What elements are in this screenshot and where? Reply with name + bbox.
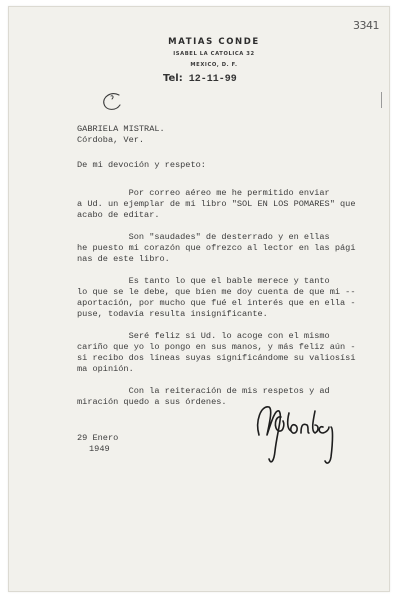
handwritten-signature <box>245 391 365 471</box>
paragraph-line: puse, todavía resulta insignificante. <box>77 309 268 319</box>
paragraph-line: Son "saudades" de desterrado y en ellas <box>77 232 330 242</box>
salutation: De mi devoción y respeto: <box>77 160 206 170</box>
paragraph-line: he puesto mi corazón que ofrezco al lector en las pági <box>77 243 356 253</box>
paragraph-line: nas de este libro. <box>77 254 170 264</box>
paragraph-line: Es tanto lo que el bable merece y tanto <box>77 276 330 286</box>
handwritten-initial-mark <box>99 91 125 115</box>
paragraph-line: cariño que yo lo pongo en sus manos, y más feliz aún - <box>77 342 356 352</box>
paragraph-line: Con la reiteración de mis respetos y ad <box>77 386 330 396</box>
date-year: 1949 <box>89 444 110 454</box>
recipient-name: GABRIELA MISTRAL. <box>77 124 165 134</box>
paragraph-line: Por correo aéreo me he permitido enviar <box>77 188 330 198</box>
paragraph-line: acabo de editar. <box>77 210 160 220</box>
letterhead-address: ISABEL LA CATOLICA 32 <box>173 51 255 57</box>
phone-label: Tel: <box>163 73 183 84</box>
phone-number: 12-11-99 <box>188 74 237 85</box>
letterhead-city: MEXICO, D. F. <box>190 62 238 68</box>
paragraph-line: aportación, por mucho que fué el interés que en ella - <box>77 298 356 308</box>
letterhead-phone <box>163 73 237 85</box>
archive-number: 3341 <box>353 19 379 32</box>
letter-page <box>8 6 390 592</box>
paragraph-line: Seré feliz si Ud. lo acoge con el mismo <box>77 331 330 341</box>
margin-pencil-mark <box>381 92 382 108</box>
paragraph-line: a Ud. un ejemplar de mi libro "SOL EN LOS POMARES" que <box>77 199 356 209</box>
paragraph-line: lo que se le debe, que bien me doy cuenta de que mi -- <box>77 287 356 297</box>
paragraph-line: si recibo dos líneas suyas significándome su valiosísi <box>77 353 356 363</box>
paragraph-line: miración quedo a sus órdenes. <box>77 397 227 407</box>
recipient-city: Córdoba, Ver. <box>77 135 145 145</box>
paragraph-line: ma opinión. <box>77 364 134 374</box>
letterhead-name: MATIAS CONDE <box>168 37 260 47</box>
date-day-month: 29 Enero <box>77 433 119 443</box>
